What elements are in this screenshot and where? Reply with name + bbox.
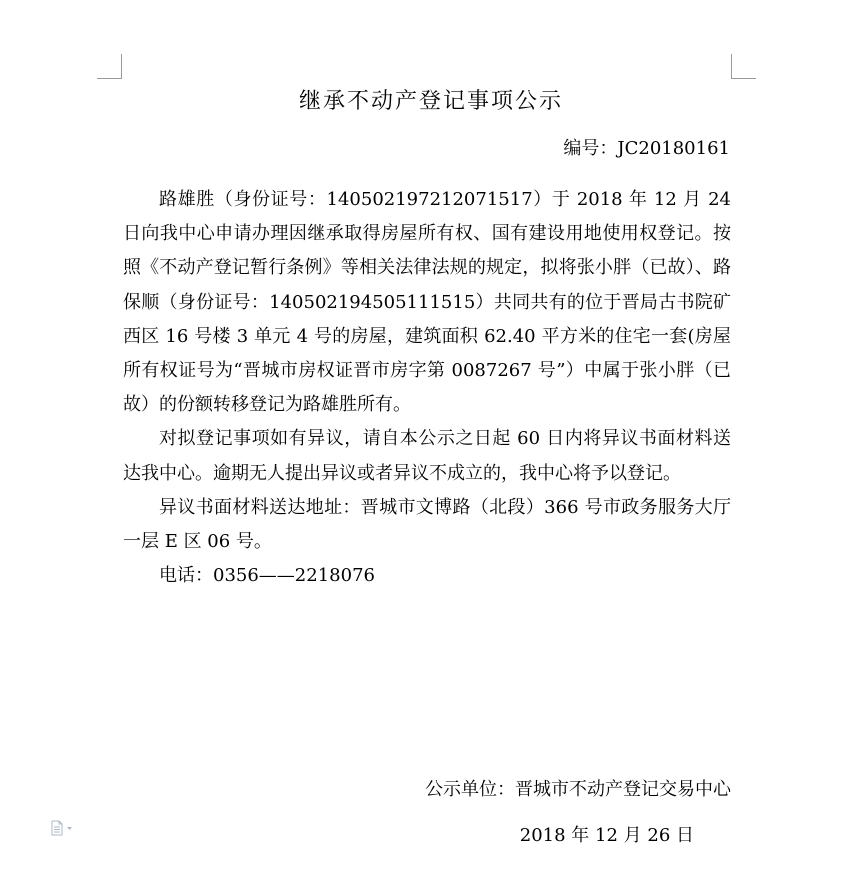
- page-corner-mark-top-left: [97, 54, 122, 79]
- document-body: [123, 183, 731, 593]
- paragraph-phone: 电话：0356——2218076: [159, 565, 375, 587]
- paragraph-address: 异议书面材料送达地址：晋城市文博路（北段）366 号市政务服务大厅一层 E 区 06 号。: [123, 496, 731, 553]
- page-corner-mark-top-right: [731, 54, 756, 79]
- paragraph-application: 路雄胜（身份证号：140502197212071517）于 2018 年 12 月 24 日向我中心申请办理因继承取得房屋所有权、国有建设用地使用权登记。按照《不动产登记暂行条例》等相关法律法规的规定，拟将张小胖（已故）、路保顺（身份证号：140502194505111515）共同共有的位于晋局古书院矿西区 16 号楼 3 单元 4 号的房屋，建筑面积 62.40 平方米的住宅一套(房屋所有权证号为“晋城市房权证晋市房字第 0087267 号”）中属于张小胖（已故）的份额转移登记为路雄胜所有。: [123, 189, 731, 416]
- issuing-unit: 公示单位：晋城市不动产登记交易中心: [425, 779, 731, 800]
- document-title: 继承不动产登记事项公示: [298, 89, 563, 114]
- serial-number: 编号：JC20180161: [563, 138, 730, 159]
- issue-date: 2018 年 12 月 26 日: [519, 825, 694, 846]
- document-options-icon[interactable]: [50, 820, 76, 836]
- paragraph-objection: 对拟登记事项如有异议，请自本公示之日起 60 日内将异议书面材料送达我中心。逾期无人提出异议或者异议不成立的，我中心将予以登记。: [123, 428, 731, 484]
